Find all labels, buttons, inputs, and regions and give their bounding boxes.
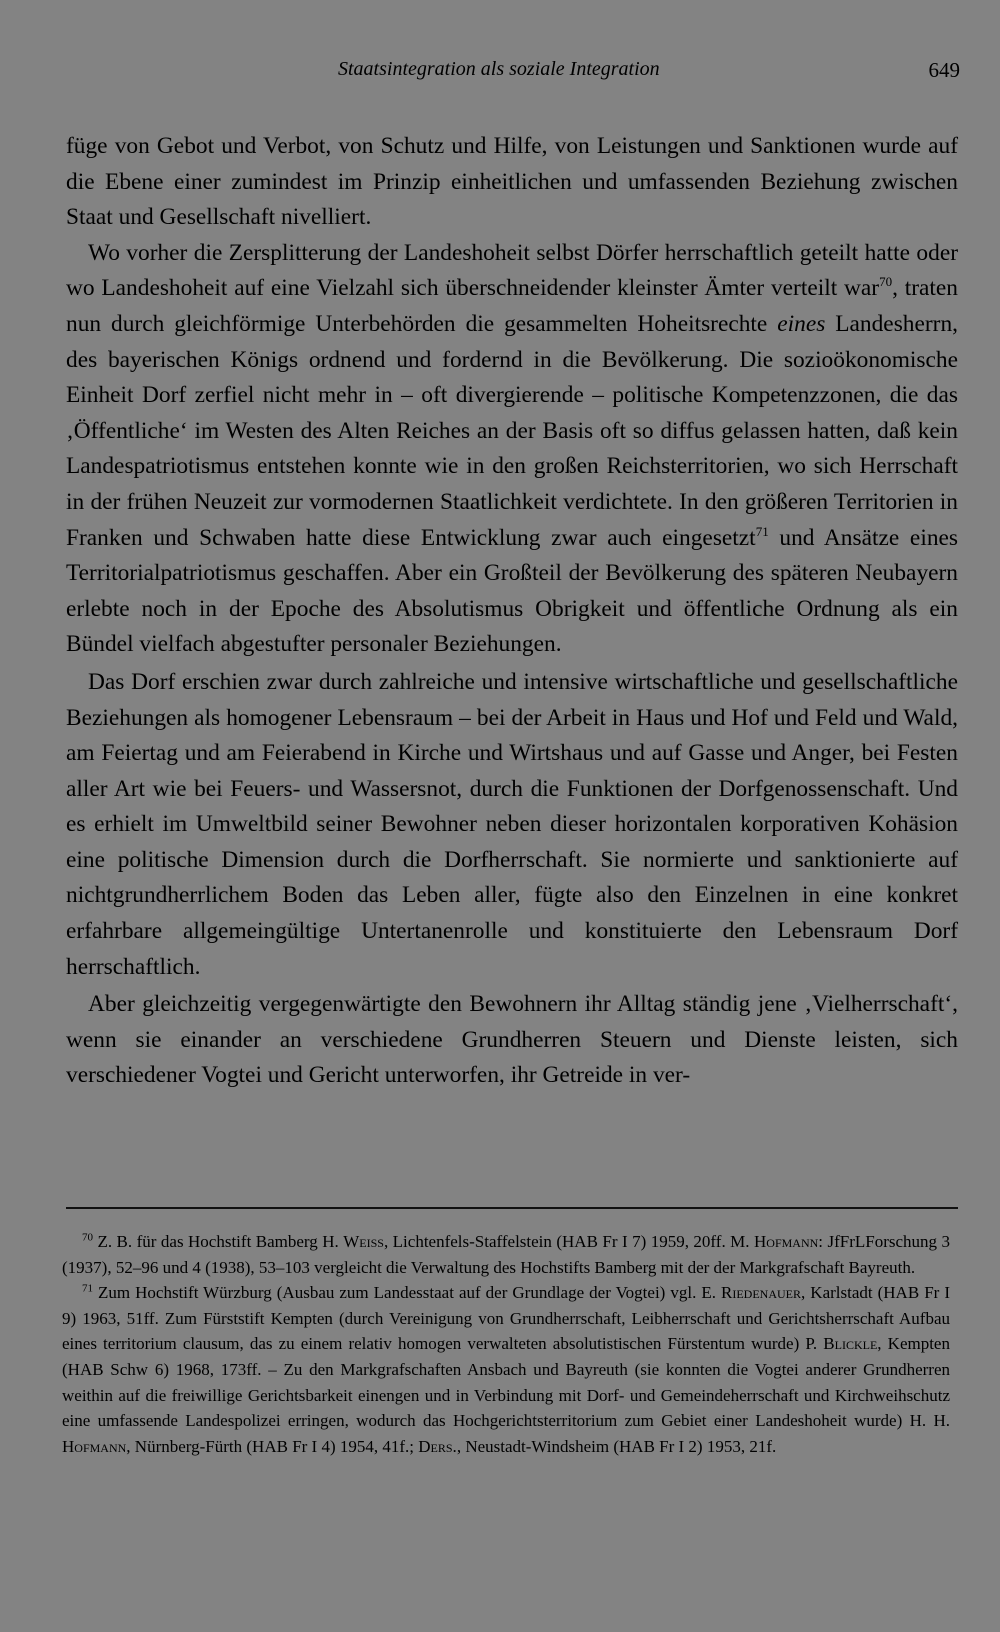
paragraph-2-text-a: Wo vorher die Zersplitterung der Landeshoheit selbst Dörfer herrschaftlich geteilt hatte oder wo Landeshoheit auf eine Vielzahl sich überschneidender kleinster Ämter verteilt war — [66, 239, 958, 302]
footnote-number-70: 70 — [82, 1231, 93, 1244]
footnote-70-text-b: , Lichtenfels-Staffelstein (HAB Fr I 7) 1959, 20ff. M. — [383, 1232, 754, 1251]
paragraph-3: Das Dorf erschien zwar durch zahlreiche und intensive wirtschaftliche und gesellschaftliche Beziehungen als homogener Lebensraum – bei der Arbeit in Haus und Hof und Feld und Wald, am Feiertag und am Feierabend in Kirche und Wirtshaus und auf Gasse und Anger, bei Festen aller Art wie bei Feuers- und Wassersnot, durch die Funktionen der Dorfgenossenschaft. Und es erhielt im Umweltbild seiner Bewohner neben dieser horizontalen korporativen Kohäsion eine politische Dimension durch die Dorfherrschaft. Sie normierte und sanktionierte auf nichtgrundherrlichem Boden das Leben aller, fügte also den Einzelnen in eine konkret erfahrbare allgemeingültige Untertanenrolle und konstituierte den Lebensraum Dorf herrschaftlich. — [66, 668, 958, 980]
footnote-70 — [62, 1229, 950, 1280]
author-name: Blickle — [823, 1334, 878, 1354]
footnote-71-text-a: Zum Hochstift Würzburg (Ausbau zum Landesstaat auf der Grundlage der Vogtei) vgl. E. — [93, 1283, 722, 1303]
paragraph-2-text-b: , traten nun durch gleichförmige Unterbehörden die gesammelten Hoheitsrechte — [66, 275, 958, 337]
author-name: Hofmann — [754, 1232, 819, 1251]
running-title: Staatsintegration als soziale Integration — [338, 58, 660, 80]
paragraph-2-text-c: Landesherrn, des bayerischen Königs ordnend und fordernd in die Bevölkerung. Die sozioökonomische Einheit Dorf zerfiel nicht mehr in – oft divergierende – politische Kompetenzzonen, die das ‚Öffentliche‘ im Westen des Alten Reiches an der Basis oft so diffus gelassen hatten, daß kein Landespatriotismus entstehen konnte wie in den großen Reichsterritorien, wo sich Herrschaft in der frühen Neuzeit zur vormodernen Staatlichkeit verdichtete. In den größeren Territorien in Franken und Schwaben hatte diese Entwicklung zwar auch eingesetzt — [66, 310, 958, 551]
author-name: Ders. — [418, 1436, 457, 1456]
page-number: 649 — [928, 58, 960, 82]
footnote-70-text-c: : JfFrLForschung 3 (1937), 52–96 und 4 (1938), 53–103 vergleicht die Verwaltung des Hochstifts Bamberg mit der der Markgrafschaft Bayreuth. — [62, 1232, 950, 1277]
author-name: Riedenauer — [721, 1283, 802, 1303]
paragraph-1: füge von Gebot und Verbot, von Schutz und Hilfe, von Leistungen und Sanktionen wurde auf die Ebene einer zumindest im Prinzip einheitlichen und umfassenden Beziehung zwischen Staat und Gesellschaft nivelliert. — [66, 133, 958, 231]
footnote-rule — [66, 1207, 958, 1209]
running-head — [0, 58, 1000, 92]
footnote-71-text-b: , Karlstadt (HAB Fr I 9) 1963, 51ff. Zum Fürststift Kempten (durch Vereinigung von Grundherrschaft, Leibherrschaft und Gerichtsherrschaft Aufbau eines territorium clausum, das zu einem relativ homogen verwalteten absolutistischen Fürstentum wurde) P. — [62, 1283, 950, 1354]
author-name: Weiss — [343, 1232, 384, 1251]
emphasis-eines: eines — [777, 310, 826, 337]
footnote-71 — [62, 1280, 950, 1459]
paragraph-2-text-d: und Ansätze eines Territorialpatriotismus geschaffen. Aber ein Großteil der Bevölkerung des späteren Neubayern erlebte noch in der Epoche des Absolutismus Obrigkeit und öffentliche Ordnung als ein Bündel vielfach abgestufter personaler Beziehungen. — [66, 524, 958, 658]
paragraph-2 — [66, 236, 958, 663]
footnote-ref-70[interactable]: 70 — [879, 274, 893, 290]
author-name: Hofmann — [62, 1436, 127, 1456]
footnote-71-text-d: , Nürnberg-Fürth (HAB Fr I 4) 1954, 41f.; — [126, 1436, 419, 1456]
footnotes — [62, 1229, 950, 1459]
footnote-71-text-e: , Neustadt-Windsheim (HAB Fr I 2) 1953, 21f. — [456, 1436, 777, 1456]
footnote-70-text-a: Z. B. für das Hochstift Bamberg H. — [93, 1232, 344, 1251]
footnote-71-text-c: , Kempten (HAB Schw 6) 1968, 173ff. – Zu den Markgrafschaften Ansbach und Bayreuth (sie konnten die Vogtei anderer Grundherren weithin auf die freiwillige Gerichtsbarkeit einengen und in Verbindung mit Dorf- und Gemeindeherrschaft und Kirchweihschutz eine umfassende Landespolizei erringen, wodurch das Hochgerichtsterritorium zum Gebiet einer Landeshoheit wurde) H. H. — [62, 1334, 950, 1431]
footnote-number-71: 71 — [82, 1282, 93, 1295]
footnote-ref-71[interactable]: 71 — [755, 523, 769, 539]
main-text — [66, 129, 958, 1094]
paragraph-4: Aber gleichzeitig vergegenwärtigte den Bewohnern ihr Alltag ständig jene ‚Vielherrschaft‘, wenn sie einander an verschiedene Grundherren Steuern und Dienste leisten, sich verschiedener Vogtei und Gericht unterworfen, ihr Getreide in ver- — [66, 991, 958, 1089]
